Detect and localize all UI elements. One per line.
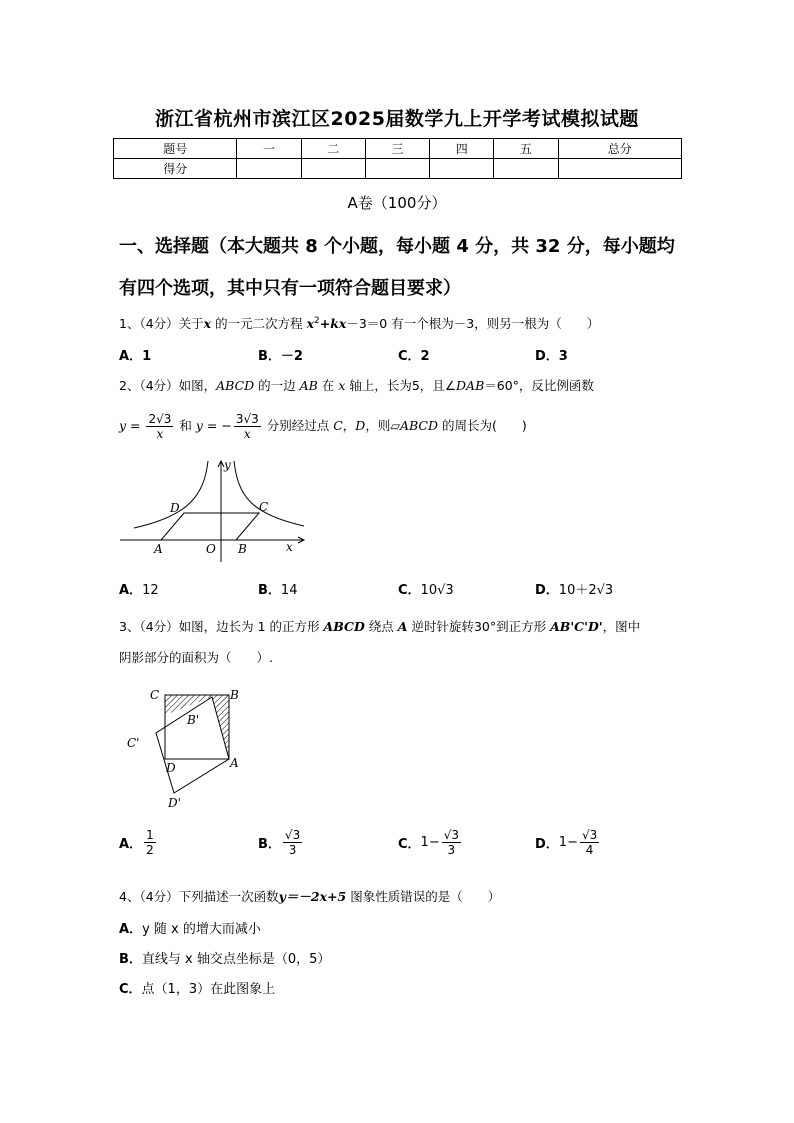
q4-function: y＝－2x+5: [278, 889, 347, 904]
option-text: 10√3: [420, 583, 454, 598]
option-text: 2: [420, 349, 430, 364]
fraction-denominator: 4: [585, 843, 594, 857]
q1-option-a[interactable]: [119, 345, 151, 364]
question-2-line1: [119, 376, 594, 394]
option-text: 1: [142, 349, 152, 364]
option-text: 12: [142, 583, 159, 598]
fraction-denominator: 2: [146, 843, 154, 857]
fraction-2: [234, 412, 261, 441]
q2-x: x: [338, 378, 346, 393]
option-label: C．: [398, 583, 421, 598]
q2-eq: = −: [202, 418, 232, 433]
option-fraction: [580, 828, 599, 857]
q2-option-a[interactable]: [119, 579, 159, 598]
option-label: B．: [258, 837, 281, 852]
q3-text: 逆时针旋转30°到正方形: [407, 619, 551, 634]
fig-label-b: B: [238, 542, 247, 556]
fraction-numerator: 1: [146, 828, 154, 842]
q4-option-b[interactable]: [119, 948, 330, 967]
part1-heading-line1: 一、选择题（本大题共 8 个小题，每小题 4 分，共 32 分，每小题均: [119, 236, 675, 257]
score-header-cell: 题号: [114, 139, 237, 159]
option-label: B．: [119, 952, 142, 967]
q2-text: 分别经过点: [262, 418, 334, 433]
q1-option-d[interactable]: [535, 345, 568, 364]
option-label: A．: [119, 837, 143, 852]
option-label: A．: [119, 583, 143, 598]
q1-option-c[interactable]: [398, 345, 430, 364]
q3-option-a[interactable]: [119, 828, 158, 857]
score-row-label: 得分: [114, 159, 237, 179]
section-a-title: A卷（100分）: [347, 194, 447, 212]
option-label: C．: [398, 837, 421, 852]
q3-text: 3、（4分）如图，边长为 1 的正方形: [119, 619, 324, 634]
q2-option-d[interactable]: [535, 579, 613, 598]
question-3-line2: 阴影部分的面积为（ ）.: [119, 650, 273, 665]
option-label: D．: [535, 349, 559, 364]
fig-label-a: A: [230, 756, 239, 770]
score-header-cell: 总分: [558, 139, 681, 159]
option-text: 点（1，3）在此图象上: [141, 982, 276, 997]
score-table: [113, 138, 682, 179]
q2-figure: [116, 456, 312, 568]
fig-label-x: x: [286, 540, 293, 554]
q2-text: 轴上，长为5，且∠: [345, 378, 457, 393]
fig-label-c: C: [150, 688, 160, 702]
fraction-1: [146, 412, 173, 441]
fig-label-b: B: [230, 688, 239, 702]
question-4: [119, 887, 500, 905]
option-fraction: [283, 828, 302, 857]
score-header-cell: 四: [430, 139, 494, 159]
fraction-denominator: x: [156, 427, 164, 441]
q3-abcd-prime: AB'C'D': [550, 619, 603, 634]
q1-var-x2: x: [306, 316, 315, 331]
q1-plus: +: [319, 316, 331, 331]
option-text: －2: [280, 349, 303, 364]
q2-eq: =: [126, 418, 145, 433]
option-fraction: [144, 828, 156, 857]
fig-label-d-prime: D': [168, 796, 181, 810]
score-cell[interactable]: [301, 159, 365, 179]
q2-text: 2、（4分）如图，: [119, 378, 217, 393]
score-header-cell: 一: [237, 139, 301, 159]
q3-a: A: [397, 619, 408, 634]
fraction-numerator: √3: [443, 828, 459, 842]
q2-c: C: [333, 418, 343, 433]
q2-option-c[interactable]: [398, 579, 454, 598]
q3-option-b[interactable]: [258, 828, 304, 857]
q2-ab: AB: [299, 378, 318, 393]
shaded-region: [165, 695, 229, 759]
q1-text: 的一元二次方程: [211, 316, 307, 331]
fig-label-a: A: [154, 542, 163, 556]
q3-figure: [124, 686, 252, 814]
q2-option-b[interactable]: [258, 579, 297, 598]
option-text: 3: [558, 349, 568, 364]
q2-text: ，则: [365, 418, 391, 433]
score-cell[interactable]: [558, 159, 681, 179]
option-label: A．: [119, 349, 143, 364]
parallelogram: [161, 513, 259, 540]
score-cell[interactable]: [494, 159, 558, 179]
score-cell[interactable]: [365, 159, 429, 179]
q1-var-x: x: [203, 316, 212, 331]
score-table-row: [114, 159, 682, 179]
option-prefix: 1−: [558, 835, 578, 850]
fig-label-y: y: [224, 458, 231, 472]
part1-heading-line2: 有四个选项，其中只有一项符合题目要求）: [119, 278, 461, 299]
question-2-line2: [119, 412, 527, 441]
fraction-numerator: √3: [284, 828, 301, 842]
q4-option-a[interactable]: [119, 918, 261, 937]
fraction-numerator: √3: [581, 828, 598, 842]
option-text: 10＋2√3: [558, 583, 614, 598]
q1-option-b[interactable]: [258, 345, 303, 364]
q3-text: 绕点: [364, 619, 398, 634]
q1-prefix: 1、（4分）关于: [119, 316, 204, 331]
q2-d: D: [355, 418, 366, 433]
page-title: 浙江省杭州市滨江区2025届数学九上开学考试模拟试题: [155, 108, 639, 130]
option-label: B．: [258, 349, 281, 364]
q2-y: y: [195, 418, 203, 433]
score-cell[interactable]: [430, 159, 494, 179]
option-label: A．: [119, 922, 143, 937]
option-label: D．: [535, 583, 559, 598]
option-text: 14: [280, 583, 298, 598]
fraction-numerator: 2√3: [148, 412, 172, 426]
q2-text: ，: [342, 418, 356, 433]
hyperbola-left: [134, 461, 208, 528]
q2-text: ＝60°，反比例函数: [484, 378, 594, 393]
q3-option-c[interactable]: [398, 828, 463, 857]
fig-label-d: D: [166, 761, 176, 775]
q2-text: 在: [317, 378, 339, 393]
option-label: B．: [258, 583, 281, 598]
fig-label-c-prime: C': [127, 736, 140, 750]
option-fraction: [442, 828, 461, 857]
q4-text: 图象性质错误的是（ ）: [346, 889, 501, 904]
q1-text-end: －3＝0 有一个根为－3，则另一根为（ ）: [346, 316, 600, 331]
fraction-numerator: 3√3: [235, 412, 259, 426]
option-text: y 随 x 的增大而减小: [142, 922, 261, 937]
score-header-cell: 二: [301, 139, 365, 159]
q2-text: 的周长为( ): [438, 418, 527, 433]
fig-label-o: O: [206, 542, 216, 556]
q2-dab: DAB: [456, 378, 485, 393]
q3-abcd: ABCD: [323, 619, 365, 634]
option-label: C．: [398, 349, 421, 364]
q1-exponent: 2: [314, 315, 320, 326]
fig-label-d: D: [170, 501, 180, 515]
option-prefix: 1−: [420, 835, 440, 850]
q2-y: y: [119, 418, 127, 433]
fig-label-c: C: [259, 500, 269, 514]
q1-var-kx: kx: [330, 316, 347, 331]
q3-text: ，图中: [602, 619, 641, 634]
option-label: C．: [119, 982, 142, 997]
score-cell[interactable]: [237, 159, 301, 179]
score-header-cell: 五: [494, 139, 558, 159]
fraction-denominator: x: [243, 427, 251, 441]
question-1: [119, 314, 599, 332]
q3-option-d[interactable]: [535, 828, 601, 857]
fraction-denominator: 3: [447, 843, 456, 857]
q2-parallelogram: ▱ABCD: [390, 418, 438, 433]
score-table-header: [114, 139, 682, 159]
question-3-line1: [119, 617, 640, 635]
fraction-denominator: 3: [288, 843, 297, 857]
fig-label-b-prime: B': [187, 713, 200, 727]
q4-text: 4、（4分）下列描述一次函数: [119, 889, 279, 904]
q2-text: 的一边: [254, 378, 300, 393]
q2-text: 和: [175, 418, 196, 433]
q2-abcd: ABCD: [216, 378, 255, 393]
hyperbola-right: [234, 461, 304, 526]
score-header-cell: 三: [365, 139, 429, 159]
option-text: 直线与 x 轴交点坐标是（0，5）: [141, 952, 331, 967]
option-label: D．: [535, 837, 559, 852]
q4-option-c[interactable]: [119, 978, 275, 997]
